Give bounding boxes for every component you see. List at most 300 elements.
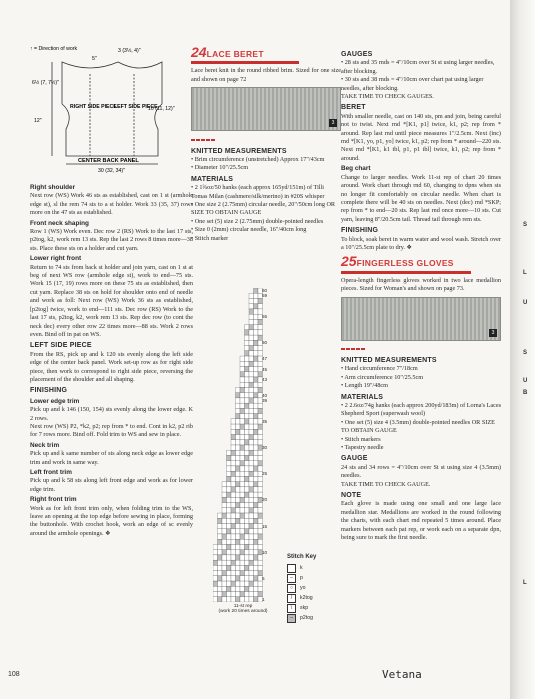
chart-cell [258, 429, 263, 434]
chart-cell [254, 314, 259, 319]
chart-cell [240, 414, 245, 419]
chart-cell [227, 529, 232, 534]
chart-cell [245, 492, 250, 497]
armhole-depth: 6½ (7, 7½)" [32, 80, 59, 86]
chart-cell [249, 534, 254, 539]
chart-cell [245, 351, 250, 356]
chart-cell [222, 597, 227, 602]
chart-cell [245, 471, 250, 476]
chart-cell [231, 471, 236, 476]
chart-cell [240, 560, 245, 565]
stitch-key-item [287, 563, 316, 573]
chart-cell [236, 403, 241, 408]
paragraph: With smaller needle, cast on 140 sts, pm and join, being careful not to twist. Next rnd *[K1, p1] twice, k1, p2; rep from * around. Rep last rnd until piece measures 1"/2.5cm. Next (inc) rnd *[K1, yo, p1, yo] twice, k1, p2; rep from * around—220 sts. Next rnd *[K1, k1 tbl, p1, p1 tbl] twice, k1, p2; rep from * around. [341, 112, 501, 162]
chart-cell [249, 565, 254, 570]
chart-cell [231, 482, 236, 487]
chart-cell [240, 393, 245, 398]
chart-cell [258, 586, 263, 591]
chart-cell [258, 529, 263, 534]
gloves-name: FINGERLESS GLOVES [356, 258, 454, 269]
chart-cell [254, 445, 259, 450]
chart-cell [236, 476, 241, 481]
chart-cell [227, 471, 232, 476]
chart-cell [231, 424, 236, 429]
chart-cell [258, 508, 263, 513]
chart-cell [227, 487, 232, 492]
title-rule [341, 271, 471, 274]
chart-cell [231, 586, 236, 591]
gloves-yarn-swatch [341, 297, 501, 341]
chart-row-label: 20 [262, 497, 268, 503]
chart-cell [249, 586, 254, 591]
chart-cell [249, 309, 254, 314]
chart-cell [240, 524, 245, 529]
chart-cell [254, 367, 259, 372]
chart-cell [218, 586, 223, 591]
beret-yarn-swatch [191, 87, 341, 131]
chart-cell [245, 330, 250, 335]
list-item: • Brim circumference (unstretched) Approx 17"/43cm [191, 156, 341, 164]
chart-cell [258, 555, 263, 560]
stitch-symbol: \ [287, 604, 296, 613]
chart-cell [254, 581, 259, 586]
chart-cell [254, 476, 259, 481]
shoulder-width: 5" [92, 56, 97, 62]
chart-cell [231, 513, 236, 518]
chart-cell [236, 539, 241, 544]
chart-cell [240, 466, 245, 471]
chart-cell [245, 387, 250, 392]
chart-cell [236, 508, 241, 513]
chart-cell [236, 419, 241, 424]
chart-cell [218, 555, 223, 560]
chart-cell [249, 550, 254, 555]
chart-cell [254, 429, 259, 434]
chart-cell [258, 450, 263, 455]
chart-cell [240, 592, 245, 597]
chart-cell [222, 576, 227, 581]
chart-row-label: 50 [262, 340, 268, 346]
chart-cell [245, 450, 250, 455]
chart-cell [218, 576, 223, 581]
chart-cell [236, 414, 241, 419]
chart-cell [245, 393, 250, 398]
chart-cell [227, 534, 232, 539]
chart-cell [236, 398, 241, 403]
chart-cell [245, 576, 250, 581]
chart-cell [254, 518, 259, 523]
chart-cell [236, 581, 241, 586]
bottom-width: 30 (32, 34)" [98, 168, 125, 174]
chart-cell [236, 492, 241, 497]
chart-cell [222, 508, 227, 513]
chart-cell [240, 534, 245, 539]
stitch-key-title: Stitch Key [287, 554, 317, 560]
schematic-diagram [30, 44, 190, 174]
chart-cell [254, 398, 259, 403]
chart-cell [218, 550, 223, 555]
chart-cell [249, 455, 254, 460]
chart-cell [227, 586, 232, 591]
chart-cell [254, 560, 259, 565]
chart-cell [245, 550, 250, 555]
chart-cell [240, 508, 245, 513]
chart-cell [218, 513, 223, 518]
stitch-label: skp [300, 605, 309, 611]
list-item: • Stitch marker [191, 235, 341, 243]
chart-cell [231, 597, 236, 602]
chart-cell [254, 330, 259, 335]
chart-cell [254, 513, 259, 518]
chart-cell [218, 597, 223, 602]
chart-cell [249, 319, 254, 324]
chart-cell [240, 492, 245, 497]
list-item: • Hand circumference 7"/18cm [341, 365, 501, 373]
chart-cell [249, 445, 254, 450]
chart-cell [218, 518, 223, 523]
chart-cell [231, 419, 236, 424]
chart-cell [231, 492, 236, 497]
chart-cell [213, 544, 218, 549]
stitch-label: k [300, 565, 303, 571]
list-item: • One set (5) size 4 (3.5mm) double-pointed needles OR SIZE TO OBTAIN GAUGE [341, 419, 501, 436]
chart-cell [254, 544, 259, 549]
lace-chart-grid [213, 288, 263, 602]
side-width: 10 (11, 12)" [148, 106, 175, 112]
chart-cell [245, 513, 250, 518]
chart-cell [249, 424, 254, 429]
chart-cell [236, 518, 241, 523]
chart-cell [254, 408, 259, 413]
chart-cell [240, 419, 245, 424]
chart-cell [249, 340, 254, 345]
chart-cell [254, 503, 259, 508]
chart-cell [258, 482, 263, 487]
beret-materials-list [191, 184, 341, 243]
chart-cell [222, 492, 227, 497]
chart-cell [258, 560, 263, 565]
side-length: 12" [34, 118, 42, 124]
top-width: 3 (3½, 4)" [118, 48, 141, 54]
chart-cell [240, 440, 245, 445]
chart-cell [236, 571, 241, 576]
subheading: Neck trim [30, 441, 60, 449]
chart-cell [254, 461, 259, 466]
chart-cell [227, 560, 232, 565]
chart-cell [249, 398, 254, 403]
gloves-intro: Opera-length fingerless gloves worked in two lace medallion pieces. Sized for Woman's and shown on page 73. [341, 276, 501, 293]
stitch-symbol: – [287, 574, 296, 583]
paragraph: Next row (WS) P2, *k2, p2; rep from * to end. Cont in k2, p2 rib for 7 rows more. Bind off. Fold trim to WS and sew in place. [30, 422, 193, 439]
chart-cell [249, 298, 254, 303]
chart-cell [213, 586, 218, 591]
chart-cell [249, 476, 254, 481]
edge-letter: B [523, 390, 528, 396]
chart-cell [227, 555, 232, 560]
list-item: • One size 2 (2.75mm) circular needle, 20"/50cm long OR SIZE TO OBTAIN GAUGE [191, 201, 341, 218]
chart-cell [249, 419, 254, 424]
chart-cell [245, 555, 250, 560]
chart-cell [236, 450, 241, 455]
swatch-page-badge: 3 [489, 329, 497, 337]
chart-cell [245, 440, 250, 445]
left-side-label: LEFT SIDE PIECE [114, 104, 158, 110]
chart-cell [258, 319, 263, 324]
chart-cell [236, 560, 241, 565]
chart-cell [240, 445, 245, 450]
gloves-gauge: 24 sts and 34 rows = 4"/10cm over St st using size 4 (3.5mm) needles. [341, 463, 501, 480]
chart-cell [245, 403, 250, 408]
chart-cell [236, 466, 241, 471]
chart-cell [254, 450, 259, 455]
chart-cell [254, 419, 259, 424]
chart-cell [222, 550, 227, 555]
chart-cell [231, 440, 236, 445]
chart-cell [240, 497, 245, 502]
chart-cell [254, 387, 259, 392]
chart-row-label: 55 [262, 314, 268, 320]
chart-cell [227, 544, 232, 549]
chart-cell [231, 508, 236, 513]
chart-cell [236, 597, 241, 602]
gloves-km-list [341, 365, 501, 390]
chart-cell [222, 592, 227, 597]
stitch-label: yo [300, 585, 306, 591]
chart-cell [245, 565, 250, 570]
chart-cell [227, 455, 232, 460]
chart-cell [249, 450, 254, 455]
chart-cell [249, 335, 254, 340]
chart-cell [245, 445, 250, 450]
chart-cell [240, 513, 245, 518]
chart-cell [240, 529, 245, 534]
chart-cell [254, 372, 259, 377]
chart-rep-caption2: (work 20 times around) [218, 609, 268, 614]
center-panel-label: CENTER BACK PANEL [78, 158, 139, 164]
chart-cell [245, 340, 250, 345]
chart-cell [245, 335, 250, 340]
chart-cell [254, 466, 259, 471]
chart-cell [249, 503, 254, 508]
chart-cell [236, 497, 241, 502]
chart-cell [240, 581, 245, 586]
chart-cell [236, 524, 241, 529]
chart-cell [249, 508, 254, 513]
chart-cell [236, 455, 241, 460]
chart-cell [245, 367, 250, 372]
paragraph: Pick up and k same number of sts along neck edge as lower edge trim and work in same way. [30, 450, 193, 466]
chart-cell [240, 361, 245, 366]
paragraph: Pick up and k 146 (150, 154) sts evenly along the lower edge. K 2 rows. [30, 406, 193, 422]
chart-cell [231, 487, 236, 492]
chart-cell [245, 581, 250, 586]
stitch-key [287, 554, 316, 623]
list-item: • Stitch markers [341, 436, 501, 444]
chart-cell [254, 592, 259, 597]
chart-cell [231, 518, 236, 523]
chart-cell [231, 450, 236, 455]
paragraph: Work as for left front trim only, when folding trim to the WS, leave an opening at the top edge before sewing in place, forming the buttonhole. With crochet hook, work an edge of sc evenly around the armhole openings. ❖ [30, 504, 193, 537]
chart-cell [254, 356, 259, 361]
paragraph: From the RS, pick up and k 120 sts evenly along the left side edge of the center back panel. Work set-up row as for right side piece, then work to correspond to right side piece, reversing the placement of the shoulder and all shaping. [30, 350, 193, 383]
chart-cell [231, 435, 236, 440]
chart-cell [240, 471, 245, 476]
beret-name: LACE BERET [206, 49, 264, 59]
chart-cell [231, 524, 236, 529]
gloves-gauge-check: TAKE TIME TO CHECK GAUGE. [341, 480, 431, 488]
chart-cell [249, 351, 254, 356]
chart-cell [258, 330, 263, 335]
chart-cell [249, 524, 254, 529]
subheading: Left front trim [30, 469, 72, 476]
stitch-symbol: – [287, 614, 296, 623]
chart-cell [254, 435, 259, 440]
chart-rep-caption: 11-st rep [233, 604, 253, 609]
paragraph: Pick up and k 58 sts along left front edge and work as for lower edge trim. [30, 477, 193, 493]
chart-cell [222, 560, 227, 565]
chart-cell [249, 429, 254, 434]
chart-cell [254, 529, 259, 534]
stitch-key-item [287, 593, 316, 603]
chart-cell [254, 482, 259, 487]
chart-cell [231, 592, 236, 597]
stitch-key-item [287, 573, 316, 583]
chart-cell [258, 503, 263, 508]
chart-cell [240, 424, 245, 429]
chart-cell [222, 482, 227, 487]
chart-cell [236, 387, 241, 392]
chart-row-label: 45 [262, 366, 268, 372]
subheading: Right shoulder [30, 184, 76, 191]
chart-cell [249, 356, 254, 361]
chart-row-label: 43 [262, 376, 268, 382]
chart-cell [249, 544, 254, 549]
chart-cell [258, 298, 263, 303]
gloves-materials-list [341, 402, 501, 452]
lace-chart [213, 288, 285, 614]
chart-cell [249, 571, 254, 576]
chart-cell [258, 382, 263, 387]
chart-cell [249, 597, 254, 602]
paragraph: TAKE TIME TO CHECK GAUGES. [341, 93, 434, 101]
chart-cell [254, 455, 259, 460]
chart-cell [231, 466, 236, 471]
chart-cell [254, 335, 259, 340]
chart-cell [245, 544, 250, 549]
chart-cell [245, 529, 250, 534]
chart-row-label: 60 [262, 288, 268, 293]
list-item: • Arm circumference 10"/25.5cm [341, 374, 501, 382]
chart-cell [249, 377, 254, 382]
chart-cell [227, 581, 232, 586]
chart-cell [231, 571, 236, 576]
chart-cell [245, 503, 250, 508]
chart-cell [218, 534, 223, 539]
chart-cell [236, 393, 241, 398]
stitch-symbol [287, 564, 296, 573]
chart-cell [240, 597, 245, 602]
chart-cell [231, 503, 236, 508]
chart-cell [231, 539, 236, 544]
chart-cell [254, 555, 259, 560]
chart-cell [222, 503, 227, 508]
chart-cell [249, 482, 254, 487]
chart-cell [227, 497, 232, 502]
stitch-label: p [300, 575, 303, 581]
chart-cell [245, 571, 250, 576]
chart-cell [222, 586, 227, 591]
chart-row-label: 15 [262, 523, 268, 529]
chart-cell [249, 330, 254, 335]
chart-cell [258, 581, 263, 586]
chart-cell [245, 361, 250, 366]
chart-cell [236, 424, 241, 429]
chart-cell [249, 492, 254, 497]
chart-cell [254, 293, 259, 298]
chart-cell [231, 576, 236, 581]
paragraph: Row 1 (WS) Work even. Dec row 2 (RS) Work to the last 17 sts, p2tog, k2, work rem 13 sts. Rep the last 2 rows 8 times more—38 sts. Place these sts on a holder and cut yarn. [30, 228, 193, 252]
column-1 [30, 182, 193, 538]
chart-cell [254, 524, 259, 529]
beret-instructions [341, 51, 501, 252]
section-heading: BERET [341, 104, 366, 112]
chart-cell [213, 565, 218, 570]
chart-cell [258, 534, 263, 539]
gloves-note-heading: NOTE [341, 492, 362, 500]
chart-cell [240, 377, 245, 382]
chart-cell [213, 592, 218, 597]
chart-cell [249, 440, 254, 445]
chart-cell [249, 539, 254, 544]
chart-cell [213, 555, 218, 560]
chart-cell [236, 534, 241, 539]
chart-cell [254, 471, 259, 476]
chart-cell [218, 560, 223, 565]
chart-cell [249, 529, 254, 534]
edge-letter: S [523, 222, 528, 228]
chart-cell [249, 487, 254, 492]
gloves-title [341, 253, 501, 270]
chart-cell [258, 513, 263, 518]
chart-cell [240, 429, 245, 434]
subheading: Front neck shaping [30, 219, 89, 227]
chart-cell [258, 461, 263, 466]
chart-cell [222, 497, 227, 502]
chart-cell [222, 581, 227, 586]
chart-cell [249, 461, 254, 466]
chart-cell [258, 424, 263, 429]
chart-cell [240, 555, 245, 560]
stitch-key-item [287, 603, 316, 613]
chart-cell [227, 482, 232, 487]
chart-cell [240, 550, 245, 555]
chart-cell [254, 304, 259, 309]
chart-cell [227, 576, 232, 581]
chart-cell [222, 524, 227, 529]
chart-cell [249, 581, 254, 586]
beret-materials-heading: MATERIALS [191, 175, 234, 183]
chart-cell [249, 325, 254, 330]
chart-cell [245, 497, 250, 502]
chart-cell [218, 571, 223, 576]
chart-cell [227, 508, 232, 513]
paragraph: To block, soak beret in warm water and wool wash. Stretch over a 10"/25.5cm plate to dry. ❖ [341, 235, 501, 251]
list-item: • Diameter 10"/25.5cm [191, 164, 341, 172]
chart-cell [249, 471, 254, 476]
edge-letter: L [523, 580, 527, 586]
chart-cell [245, 518, 250, 523]
gloves-number: 25 [341, 253, 357, 270]
